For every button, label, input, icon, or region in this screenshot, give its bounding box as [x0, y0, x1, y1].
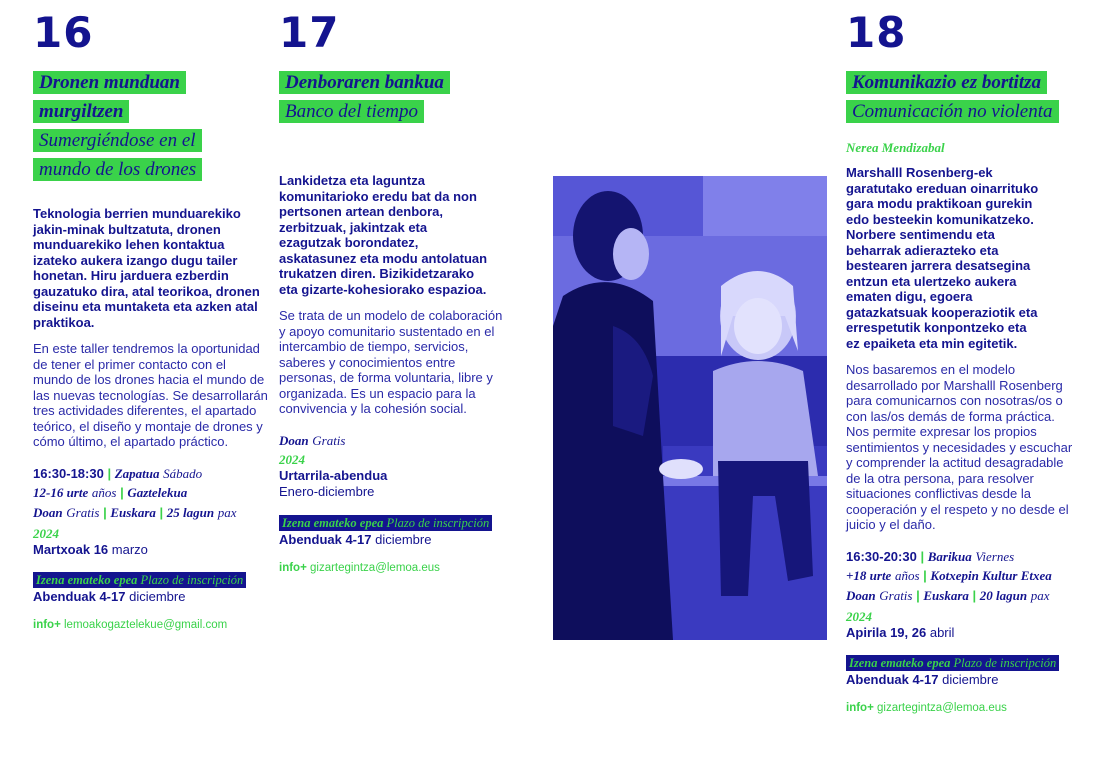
info-contact[interactable]: info+ gizartegintza@lemoa.eus	[279, 562, 440, 574]
description-eu: Marshalll Rosenberg-ek garatutako ereduan oinarrituko gara modu praktikoan gurekin edo besteekin komunikatzeko. Norbere sentimendu eta beharrak adierazteko eta bestearen jarrera desatsegina entzun eta ulertzeko aukera ematen digu, egoera gatazkatsuak kooperaziotik eta errespetutik konpontzeko eta ez epaiketa eta min egitetik.	[846, 165, 1039, 351]
event-16	[33, 0, 268, 631]
title-es: Sumergiéndose en el mundo de los drones	[39, 130, 197, 180]
author: Nerea Mendizabal	[846, 140, 945, 155]
info-contact[interactable]: info+ gizartegintza@lemoa.eus	[846, 702, 1007, 714]
title-eu: Denboraren bankua	[285, 72, 444, 93]
description-es: Se trata de un modelo de colaboración y apoyo comunitario sustentado en el intercambio de tiempo, servicios, saberes y conocimientos entre personas, de forma voluntaria, libre y organizada. Es un espacio para la convivencia y la cohesión social.	[279, 308, 503, 416]
event-18	[846, 0, 1081, 714]
event-year: 2024	[33, 526, 59, 541]
event-number: 16	[33, 8, 94, 57]
registration-label: Izena emateko epea Plazo de inscripción	[846, 654, 1081, 672]
description-eu: Teknologia berrien munduarekiko jakin-minak bultzatuta, dronen munduarekiko lehen kontaktua izateko aukera izango dugu tailer honetan. Hiru jarduera ezberdin gauzatuko dira, atal teorikoa, dronen diseinu eta muntaketa eta azken atal praktikoa.	[33, 206, 260, 330]
event-date-es: Enero-diciembre	[279, 484, 375, 499]
event-number: 17	[279, 8, 340, 57]
registration-label: Izena emateko epea Plazo de inscripción	[33, 571, 268, 589]
registration-date: Abenduak 4-17 diciembre	[33, 589, 186, 604]
info-contact[interactable]: info+ lemoakogaztelekue@gmail.com	[33, 619, 228, 631]
info-email[interactable]: gizartegintza@lemoa.eus	[877, 702, 1007, 714]
event-meta: 16:30-20:30 | Barikua Viernes +18 urte años | Kotxepin Kultur Etxea Doan Gratis | Euskara | 20 lagun pax	[846, 548, 1052, 603]
title-eu: Komunikazio ez bortitza	[852, 72, 1041, 93]
event-number: 18	[846, 8, 907, 57]
event-meta: Doan Gratis	[279, 432, 346, 448]
event-date: Martxoak 16 marzo	[33, 542, 148, 557]
description-eu: Lankidetza eta laguntza komunitarioko eredu bat da non pertsonen artean denbora, zerbitzuak, jakintzak eta ezagutzak borondatez, askatasunez eta modu antolatuan trukatzen diren. Bizikidetzarako eta gizarte-kohesiorako espazioa.	[279, 173, 488, 297]
description-es: Nos basaremos en el modelo desarrollado por Marshalll Rosenberg para comunicarnos con nosotras/os o con las/os demás de forma práctica. Nos permite expresar los propios sentimientos y necesidades y escuchar y comprender la actitud desagradable de la otra persona, para resolver situaciones conflictivas desde la cooperación y el respeto y no desde el juicio y el daño.	[846, 362, 1073, 532]
woman-child-photo	[553, 176, 827, 640]
title-eu: Dronen munduan murgiltzen	[39, 72, 180, 122]
event-date: Urtarrila-abendua	[279, 468, 388, 483]
event-year: 2024	[846, 609, 872, 624]
title-es: Banco del tiempo	[285, 101, 418, 122]
event-meta: 16:30-18:30 | Zapatua Sábado 12-16 urte años | Gaztelekua Doan Gratis | Euskara | 25 lagun pax	[33, 465, 237, 520]
info-email[interactable]: lemoakogaztelekue@gmail.com	[64, 619, 228, 631]
event-title	[279, 68, 489, 126]
registration-date: Abenduak 4-17 diciembre	[279, 532, 432, 547]
event-title	[846, 68, 1086, 126]
event-date: Apirila 19, 26 abril	[846, 625, 955, 640]
event-year: 2024	[279, 452, 305, 467]
registration-date: Abenduak 4-17 diciembre	[846, 672, 999, 687]
description-es: En este taller tendremos la oportunidad de tener el primer contacto con el mundo de los drones hacia el mundo de las nuevas tecnologías. Se desarrollarán tres actividades diferentes, el apartado teórico, el diseño y montaje de drones y cómo último, el apartado práctico.	[33, 341, 268, 449]
registration-label: Izena emateko epea Plazo de inscripción	[279, 514, 509, 532]
event-photo	[553, 176, 827, 640]
info-email[interactable]: gizartegintza@lemoa.eus	[310, 562, 440, 574]
event-title	[33, 68, 223, 184]
title-es: Comunicación no violenta	[852, 101, 1053, 122]
event-17	[279, 0, 509, 574]
